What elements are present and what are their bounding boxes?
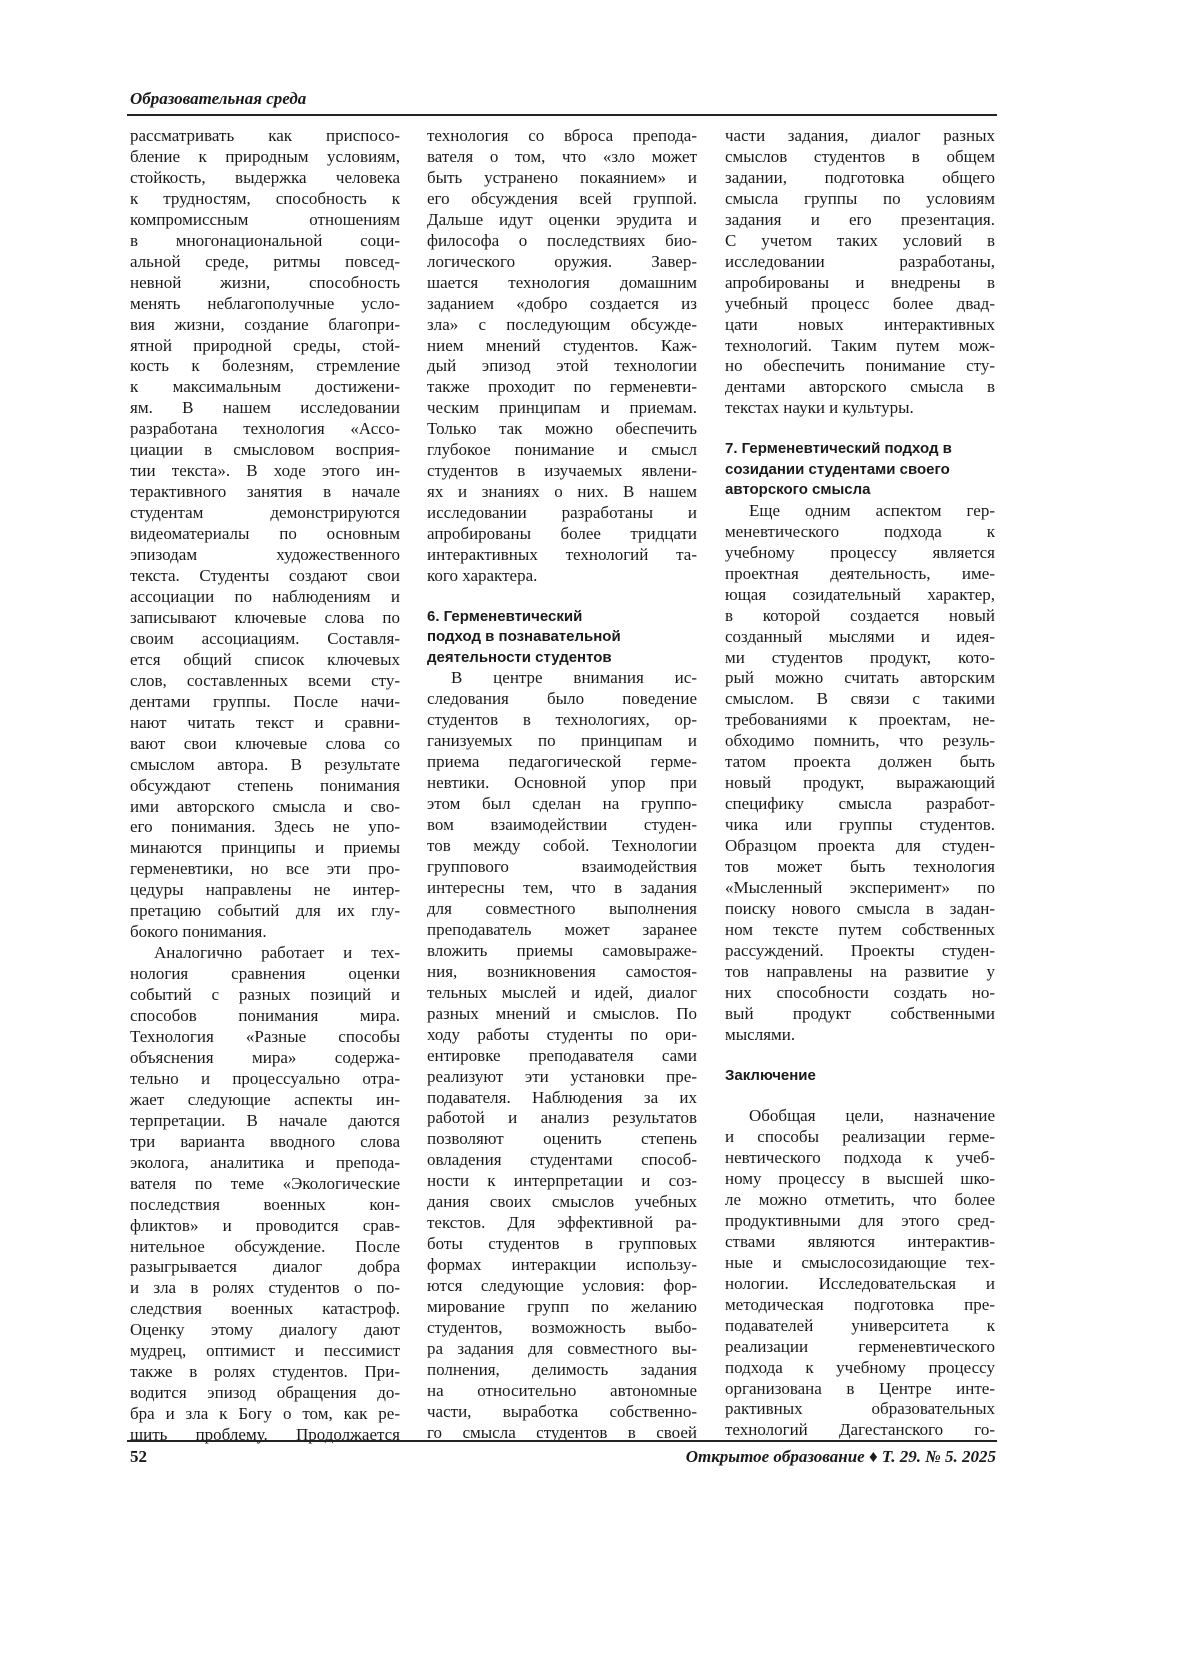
text-column-3 [725,126,995,1441]
text-line: ные и смыслосозидающие тех- [725,1253,995,1274]
heading-line: 6. Герменевтический [427,607,697,628]
text-line: ческим принципам и приемам. [427,398,697,419]
text-line: невтического подхода к учеб- [725,1148,995,1169]
text-line: ле можно отметить, что более [725,1190,995,1211]
paragraph [130,126,400,943]
text-line: методическая подготовка пре- [725,1295,995,1316]
text-line: ими авторского смысла и сво- [130,797,400,818]
text-line: рактивных образовательных [725,1399,995,1420]
text-line: позволяют оценить степень [427,1129,697,1150]
text-line: вия жизни, создание благопри- [130,315,400,336]
text-line: жает следующие аспекты ин- [130,1090,400,1111]
text-line: для совместного выполнения [427,899,697,920]
paragraph [427,668,697,1443]
text-line: «Мысленный эксперимент» по [725,878,995,899]
text-line: организована в Центре инте- [725,1379,995,1400]
text-line: ентировке преподавателя сами [427,1046,697,1067]
text-line: технология со вброса препода- [427,126,697,147]
text-line: исследовании разработаны и [427,503,697,524]
text-line: технологий Дагестанского го- [725,1420,995,1441]
text-line: дентами группы. После начи- [130,692,400,713]
text-line: интересны тем, что в задания [427,878,697,899]
text-line: апробированы и внедрены в [725,273,995,294]
text-line: философа о последствиях био- [427,231,697,252]
text-line: последствия военных кон- [130,1195,400,1216]
text-line: подхода к учебному процессу [725,1358,995,1379]
text-line: студентов в технологиях, ор- [427,710,697,731]
text-line: этом был сделан на группо- [427,794,697,815]
heading-line: созидании студентами своего [725,460,995,481]
text-line: записывают ключевые слова по [130,608,400,629]
text-line: чика или группы студентов. [725,815,995,836]
text-line: но обеспечить понимание сту- [725,356,995,377]
text-line: быть устранено покаянием» и [427,168,697,189]
text-line: также проходит по герменевти- [427,377,697,398]
text-line: ствами являются интерактив- [725,1232,995,1253]
text-line: эколога, аналитика и препода- [130,1153,400,1174]
text-line: видеоматериалы по основным [130,524,400,545]
text-line: поиску нового смысла в задан- [725,899,995,920]
text-line: го смысла студентов в своей [427,1423,697,1444]
text-line: кость к болезням, стремление [130,356,400,377]
text-line: способов понимания мира. [130,1006,400,1027]
text-column-1 [130,126,400,1446]
text-line: студентов, возможность выбо- [427,1318,697,1339]
text-line: на относительно автономные [427,1381,697,1402]
text-line: студентам демонстрируются [130,503,400,524]
text-line: задании, подготовка общего [725,168,995,189]
text-line: следования было поведение [427,689,697,710]
text-line: специфику смысла разработ- [725,794,995,815]
text-line: к трудностям, способность к [130,189,400,210]
paragraph [725,501,995,1046]
text-line: части задания, диалог разных [725,126,995,147]
text-line: ра задания для совместного вы- [427,1339,697,1360]
heading-line: деятельности студентов [427,648,697,669]
page-number: 52 [130,1447,147,1467]
text-line: разыгрывается диалог добра [130,1257,400,1278]
text-line: глубокое понимание и смысл [427,440,697,461]
text-line: разработана технология «Ассо- [130,419,400,440]
text-line: его понимания. Здесь не упо- [130,817,400,838]
text-line: исследовании разработаны, [725,252,995,273]
text-line: объяснения мира» содержа- [130,1048,400,1069]
text-line: реализации герменевтического [725,1337,995,1358]
text-line: шается технология домашним [427,273,697,294]
text-line: к максимальным достижени- [130,377,400,398]
text-line: интерактивных технологий та- [427,545,697,566]
text-line: обсуждают степень понимания [130,776,400,797]
text-line: созданный мыслями и идея- [725,627,995,648]
text-line: ются следующие условия: фор- [427,1276,697,1297]
text-line: тов между собой. Технологии [427,836,697,857]
text-line: терактивного занятия в начале [130,482,400,503]
text-line: фликтов» и проводится срав- [130,1216,400,1237]
text-line: Дальше идут оценки эрудита и [427,210,697,231]
paragraph [725,1106,995,1441]
text-line: полнения, делимость задания [427,1360,697,1381]
text-line: своим ассоциациям. Составля- [130,629,400,650]
text-line: претацию событий для их глу- [130,901,400,922]
text-line: вом взаимодействии студен- [427,815,697,836]
paragraph [725,126,995,419]
text-line: С учетом таких условий в [725,231,995,252]
text-line: продуктивными для этого сред- [725,1211,995,1232]
text-line: ми студентов продукт, кото- [725,648,995,669]
text-line: нология сравнения оценки [130,964,400,985]
section-heading [427,607,697,669]
journal-citation: Открытое образование ♦ Т. 29. № 5. 2025 [686,1447,996,1467]
text-line: невной жизни, способность [130,273,400,294]
text-line: них способности создать но- [725,983,995,1004]
text-line: нологии. Исследовательская и [725,1274,995,1295]
text-line: ганизуемых по принципам и [427,731,697,752]
text-line: текста. Студенты создают свои [130,566,400,587]
text-line: циации в смысловом восприя- [130,440,400,461]
text-line: стойкость, выдержка человека [130,168,400,189]
heading-line: 7. Герменевтический подход в [725,439,995,460]
text-line: новый продукт, выражающий [725,773,995,794]
running-header-section: Образовательная среда [130,89,306,109]
text-line: Образцом проекта для студен- [725,836,995,857]
text-line: ассоциации по наблюдениям и [130,587,400,608]
text-line: В центре внимания ис- [427,668,697,689]
text-line: смыслом. В связи с такими [725,689,995,710]
text-line: вый продукт собственными [725,1004,995,1025]
text-line: следствия военных катастроф. [130,1299,400,1320]
text-line: Обобщая цели, назначение [725,1106,995,1127]
text-line: заданием «добро создается из [427,294,697,315]
text-line: преподаватель может заранее [427,920,697,941]
text-line: и зла в ролях студентов о по- [130,1278,400,1299]
text-line: цедуры направлены не интер- [130,880,400,901]
text-line: формах интеракции использу- [427,1255,697,1276]
text-line: рассматривать как приспосо- [130,126,400,147]
heading-line: Заключение [725,1066,995,1087]
text-line: Оценку этому диалогу дают [130,1320,400,1341]
paragraph [130,943,400,1446]
text-line: также в ролях студентов. При- [130,1362,400,1383]
text-line: обходимо помнить, что резуль- [725,731,995,752]
text-line: нием мнений студентов. Каж- [427,336,697,357]
section-heading [725,439,995,501]
footer-rule [127,1440,997,1442]
text-line: Еще одним аспектом гер- [725,501,995,522]
text-line: работой и анализ результатов [427,1108,697,1129]
text-line: ющая созидательный характер, [725,585,995,606]
text-line: и способы реализации герме- [725,1127,995,1148]
text-line: компромиссным отношениям [130,210,400,231]
text-line: вателя по теме «Экологические [130,1174,400,1195]
text-line: задания и его презентация. [725,210,995,231]
text-line: учебный процесс более двад- [725,294,995,315]
text-line: в многонациональной соци- [130,231,400,252]
text-line: ятной природной среды, стой- [130,336,400,357]
text-line: требованиями к проектам, не- [725,710,995,731]
text-line: тов направлены на развитие у [725,962,995,983]
text-line: менять неблагополучные усло- [130,294,400,315]
text-line: тельно и процессуально отра- [130,1069,400,1090]
text-line: проектная деятельность, име- [725,564,995,585]
text-line: ному процессу в высшей шко- [725,1169,995,1190]
text-line: Технология «Разные способы [130,1027,400,1048]
text-line: вают свои ключевые слова со [130,734,400,755]
text-line: приема педагогической герме- [427,752,697,773]
text-line: вателя о том, что «зло может [427,147,697,168]
text-line: Аналогично работает и тех- [130,943,400,964]
text-line: логического оружия. Завер- [427,252,697,273]
text-line: тии текста». В ходе этого ин- [130,461,400,482]
text-line: тов может быть технология [725,857,995,878]
text-line: боты студентов в групповых [427,1234,697,1255]
text-line: студентов в изучаемых явлени- [427,461,697,482]
text-line: ях и знаниях о них. В нашем [427,482,697,503]
text-line: эпизодам художественного [130,545,400,566]
text-line: текстах науки и культуры. [725,398,995,419]
text-line: текстов. Для эффективной ра- [427,1213,697,1234]
text-line: рассуждений. Проекты студен- [725,941,995,962]
text-line: бление к природным условиям, [130,147,400,168]
text-line: дентами авторского смысла в [725,377,995,398]
text-column-2 [427,126,697,1444]
text-line: ния, возникновения самостоя- [427,962,697,983]
text-line: смысла группы по условиям [725,189,995,210]
text-line: тельных мыслей и идей, диалог [427,983,697,1004]
paragraph [427,126,697,587]
text-line: ности к интерпретации и соз- [427,1171,697,1192]
text-line: шить проблему. Продолжается [130,1425,400,1446]
text-line: учебному процессу является [725,543,995,564]
text-line: нают читать текст и сравни- [130,713,400,734]
text-line: мыслями. [725,1025,995,1046]
text-line: реализуют эти установки пре- [427,1067,697,1088]
text-line: меневтического подхода к [725,522,995,543]
text-line: мирование групп по желанию [427,1297,697,1318]
text-line: зла» с последующим обсужде- [427,315,697,336]
text-line: альной среде, ритмы повсед- [130,252,400,273]
header-rule [127,114,997,116]
text-line: минаются принципы и приемы [130,838,400,859]
text-line: части, выработка собственно- [427,1402,697,1423]
text-line: бра и зла к Богу о том, как ре- [130,1404,400,1425]
text-line: подавателя. Наблюдения за их [427,1088,697,1109]
text-line: рый можно считать авторским [725,668,995,689]
text-line: татом проекта должен быть [725,752,995,773]
text-line: герменевтики, но все эти про- [130,859,400,880]
heading-line: авторского смысла [725,480,995,501]
text-line: смыслом автора. В результате [130,755,400,776]
text-line: невтики. Основной упор при [427,773,697,794]
text-line: в которой создается новый [725,606,995,627]
text-line: ется общий список ключевых [130,650,400,671]
text-line: мудрец, оптимист и пессимист [130,1341,400,1362]
text-line: разных мнений и смыслов. По [427,1004,697,1025]
text-line: три варианта вводного слова [130,1132,400,1153]
text-line: его обсуждения всей группой. [427,189,697,210]
text-line: событий с разных позиций и [130,985,400,1006]
text-line: терпретации. В начале даются [130,1111,400,1132]
text-line: группового взаимодействия [427,857,697,878]
text-line: вложить приемы самовыраже- [427,941,697,962]
text-line: ном тексте путем собственных [725,920,995,941]
text-line: цати новых интерактивных [725,315,995,336]
text-line: слов, составленных всеми сту- [130,671,400,692]
text-line: дый эпизод этой технологии [427,356,697,377]
text-line: водится эпизод обращения до- [130,1383,400,1404]
text-line: апробированы более тридцати [427,524,697,545]
text-line: бокого понимания. [130,922,400,943]
text-line: кого характера. [427,566,697,587]
heading-line: подход в познавательной [427,627,697,648]
text-line: ходу работы студенты по ори- [427,1025,697,1046]
text-line: нительное обсуждение. После [130,1237,400,1258]
text-line: Только так можно обеспечить [427,419,697,440]
text-line: овладения студентами способ- [427,1150,697,1171]
text-line: технологий. Таким путем мож- [725,336,995,357]
text-line: ям. В нашем исследовании [130,398,400,419]
section-heading [725,1066,995,1087]
text-line: подавателей университета к [725,1316,995,1337]
text-line: смыслов студентов в общем [725,147,995,168]
text-line: дания своих смыслов учебных [427,1192,697,1213]
